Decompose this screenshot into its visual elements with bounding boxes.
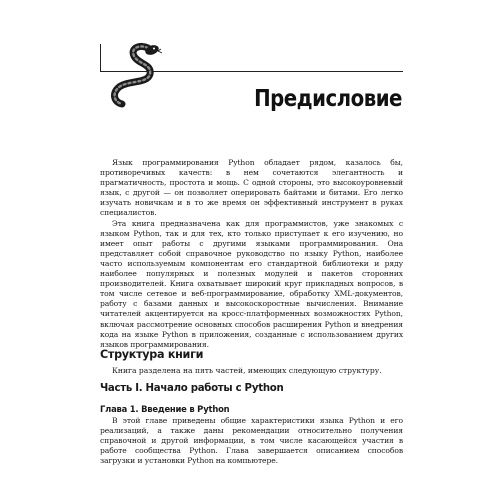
part-heading: Часть I. Начало работы с Python [100,383,284,394]
page-title: Предисловие [254,86,402,112]
chapter-section [100,404,403,414]
section-heading: Структура книги [100,348,204,361]
chapter-heading: Глава 1. Введение в Python [100,404,230,414]
header-vertical-rule [100,44,101,72]
intro-paragraph: Эта книга предназначена как для программистов, уже знакомых с языком Python, так и для тех, кто только приступает к его изучению, но имеет опыт работы с другими языками программирования. Она представляет собой справочное руководство по языку Python, наиболее часто используемым компонентам его стандартной библиотеки и ряду наиболее популярных и полезных модулей и пакетов сторонних производителей. Книга охватывает широкий круг прикладных вопросов, в том числе сетевое и веб-программирование, обработку XML-документов, работу с базами данных и высокоскоростные вычисления. Внимание читателей акцентируется на кросс-платформенных возможностях Python, включая рассмотрение основных способов расширения Python и внедрения кода на языке Python в приложения, созданные с использованием других языков программирования. [100,218,403,349]
structure-section [100,348,403,361]
intro-paragraph: Язык программирования Python обладает рядом, казалось бы, противоречивых качеств: в нем сочетаются элегантность и прагматичность, простота и мощь. С одной стороны, это высокоуровневый язык, с другой — он позволяет оперировать байтами и битами. Его легко изучать новичкам и в то же время он эффективный инструмент в руках специалистов. [100,158,403,218]
snake-logo-icon [104,42,162,108]
chapter-text [100,416,403,466]
part-section [100,383,403,394]
intro-text [100,158,403,350]
chapter-paragraph: В этой главе приведены общие характеристики языка Python и его реализаций, а также даны рекомендации относительно получения справочной и другой информации, в том числе касающейся участия в работе сообщества Python. Глава завершается описанием способов загрузки и установки Python на компьютере. [100,416,403,466]
structure-paragraph: Книга разделена на пять частей, имеющих следующую структуру. [112,366,382,375]
structure-text [100,366,403,376]
